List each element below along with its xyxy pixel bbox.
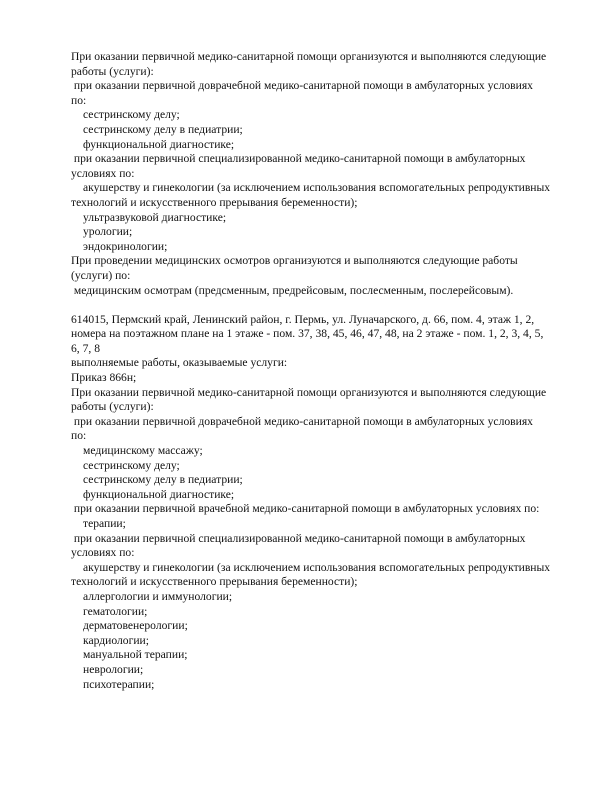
text-line: при оказании первичной врачебной медико-санитарной помощи в амбулаторных условиях по: [71,502,540,516]
list-item: гематологии; [83,604,148,618]
address-line: номера на поэтажном плане на 1 этаже - пом. 37, 38, 45, 46, 47, 48, на 2 этаже - пом. 1, 2, 3, 4, 5, [71,327,544,341]
text-line: работы (услуги): [71,400,154,414]
list-item: медицинскому массажу; [83,444,203,458]
text-line: по: [71,93,87,107]
list-item: мануальной терапии; [83,648,188,662]
address-line: 6, 7, 8 [71,341,100,355]
text-line: при оказании первичной специализированной медико-санитарной помощи в амбулаторных [71,152,526,166]
text-line: при оказании первичной доврачебной медико-санитарной помощи в амбулаторных условиях [71,79,533,93]
text-line: При проведении медицинских осмотров организуются и выполняются следующие работы [71,254,518,268]
address-line: 614015, Пермский край, Ленинский район, г. Пермь, ул. Луначарского, д. 66, пом. 4, этаж 1, 2, [71,312,535,326]
list-item: неврологии; [83,662,144,676]
list-item: ультразвуковой диагностике; [83,210,227,224]
text-line: при оказании первичной специализированной медико-санитарной помощи в амбулаторных [71,531,526,545]
document-body [71,50,571,692]
works-label: выполняемые работы, оказываемые услуги: [71,356,288,370]
list-item: функциональной диагностике; [83,137,235,151]
list-item: функциональной диагностике; [83,487,235,501]
text-line: медицинским осмотрам (предсменным, предрейсовым, послесменным, послерейсовым). [71,283,514,297]
list-item: акушерству и гинекологии (за исключением использования вспомогательных репродуктивных [83,181,551,195]
text-line: работы (услуги): [71,64,154,78]
text-line: При оказании первичной медико-санитарной помощи организуются и выполняются следующие [71,50,547,63]
list-item: сестринскому делу; [83,458,180,472]
list-item-continuation: технологий и искусственного прерывания беременности); [71,195,358,209]
list-item: аллергологии и иммунологии; [83,589,233,603]
order-reference: Приказ 866н; [71,371,137,385]
text-line: при оказании первичной доврачебной медико-санитарной помощи в амбулаторных условиях [71,414,533,428]
text-line: (услуги) по: [71,268,131,282]
text-line: условиях по: [71,546,135,560]
list-item: психотерапии; [83,677,155,691]
list-item: акушерству и гинекологии (за исключением использования вспомогательных репродуктивных [83,560,551,574]
list-item: сестринскому делу в педиатрии; [83,473,243,487]
text-line: по: [71,429,87,443]
list-item: урологии; [83,225,133,239]
list-item-continuation: технологий и искусственного прерывания беременности); [71,575,358,589]
list-item: дерматовенерологии; [83,619,188,633]
paragraph-gap [71,298,571,313]
list-item: эндокринологии; [83,239,168,253]
text-line: условиях по: [71,166,135,180]
list-item: терапии; [83,517,126,530]
list-item: сестринскому делу; [83,108,180,122]
list-item: кардиологии; [83,633,149,647]
text-line: При оказании первичной медико-санитарной помощи организуются и выполняются следующие [71,385,547,399]
list-item: сестринскому делу в педиатрии; [83,122,243,136]
